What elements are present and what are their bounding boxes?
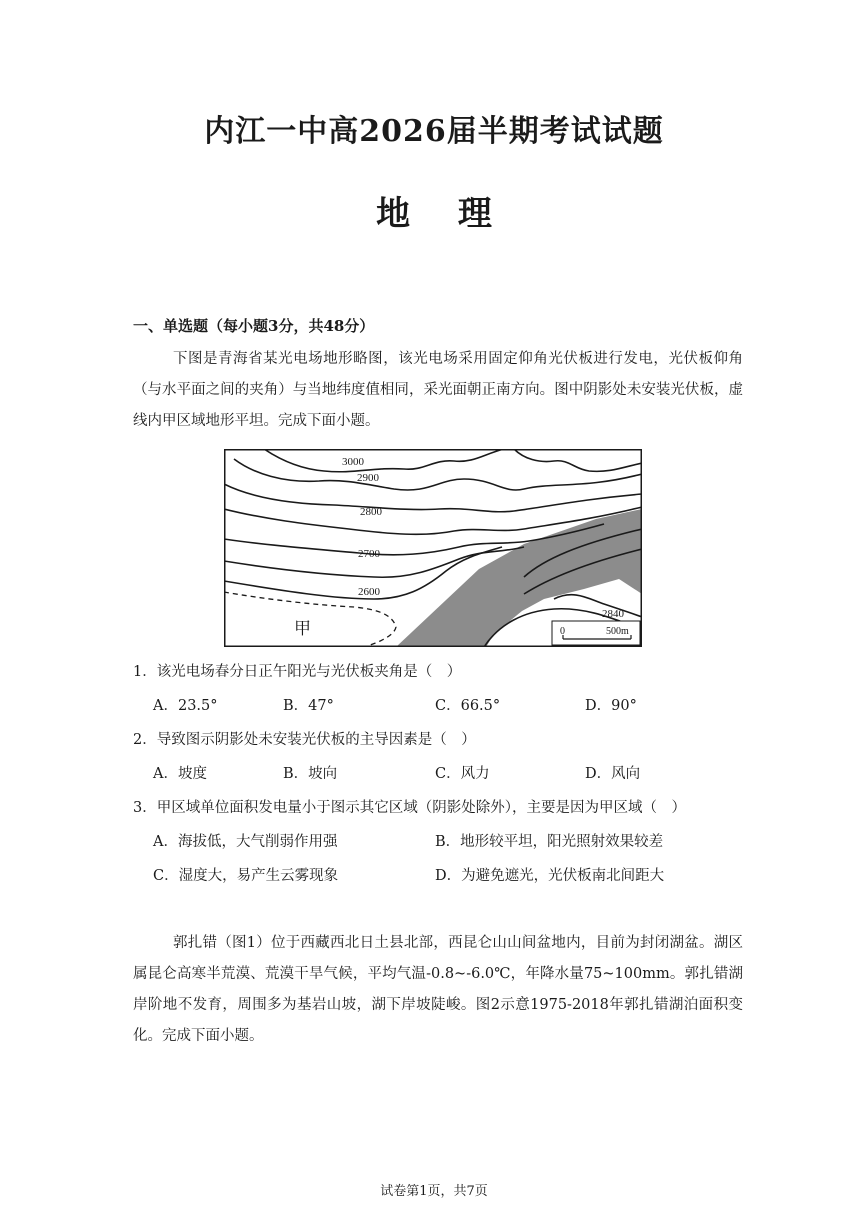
question-1-stem: 1．该光电场春分日正午阳光与光伏板夹角是（ ） [133, 664, 462, 680]
question-3-option-b[interactable]: B．地形较平坦，阳光照射效果较差 [435, 834, 664, 850]
area-label-jia: 甲 [294, 619, 311, 639]
question-2-stem: 2．导致图示阴影处未安装光伏板的主导因素是（ ） [133, 732, 476, 748]
contour-label-2700: 2700 [358, 548, 380, 560]
question-2-option-c[interactable]: C．风力 [435, 766, 490, 782]
question-3-stem: 3．甲区域单位面积发电量小于图示其它区域（阴影处除外），主要是因为甲区域（ ） [133, 800, 686, 816]
contour-label-2600: 2600 [358, 586, 380, 598]
contour-label-2900: 2900 [357, 472, 379, 484]
scale-distance: 500m [606, 626, 629, 637]
intro-paragraph-2: 郭扎错（图1）位于西藏西北日土县北部，西昆仑山山间盆地内，目前为封闭湖盆。湖区属昆仑高寒半荒漠、荒漠干旱气候，平均气温-0.8~-6.0℃，年降水量75~100mm。郭扎错湖岸阶地不发育，周围多为基岩山坡，湖下岸坡陡峻。图2示意1975-2018年郭扎错湖泊面积变化。完成下面小题。 [133, 935, 743, 1044]
section-heading: 一、单选题（每小题3分，共48分） [133, 317, 375, 335]
contour-label-2840: 2840 [602, 608, 624, 620]
subject-title: 地 理 [376, 194, 510, 234]
question-2-option-d[interactable]: D．风向 [585, 766, 641, 782]
question-1-option-a[interactable]: A．23.5° [153, 698, 218, 714]
contour-label-2800: 2800 [360, 506, 382, 518]
page-footer: 试卷第1页，共7页 [380, 1184, 488, 1199]
question-3-option-d[interactable]: D．为避免遮光，光伏板南北间距大 [435, 868, 665, 884]
exam-title: 内江一中高2026届半期考试试题 [204, 114, 664, 149]
question-2-option-a[interactable]: A．坡度 [153, 766, 207, 782]
question-1-option-d[interactable]: D．90° [585, 698, 637, 714]
question-1-option-c[interactable]: C．66.5° [435, 698, 501, 714]
contour-label-3000: 3000 [342, 456, 364, 468]
contour-map [224, 449, 642, 647]
intro-paragraph-1: 下图是青海省某光电场地形略图，该光电场采用固定仰角光伏板进行发电，光伏板仰角（与水平面之间的夹角）与当地纬度值相同，采光面朝正南方向。图中阴影处未安装光伏板，虚线内甲区域地形平坦。完成下面小题。 [133, 351, 743, 429]
question-2-option-b[interactable]: B．坡向 [283, 766, 338, 782]
question-3-option-c[interactable]: C．湿度大，易产生云雾现象 [153, 868, 339, 884]
question-3-option-a[interactable]: A．海拔低，大气削弱作用强 [153, 834, 338, 850]
scale-zero: 0 [560, 626, 565, 637]
question-1-option-b[interactable]: B．47° [283, 698, 334, 714]
